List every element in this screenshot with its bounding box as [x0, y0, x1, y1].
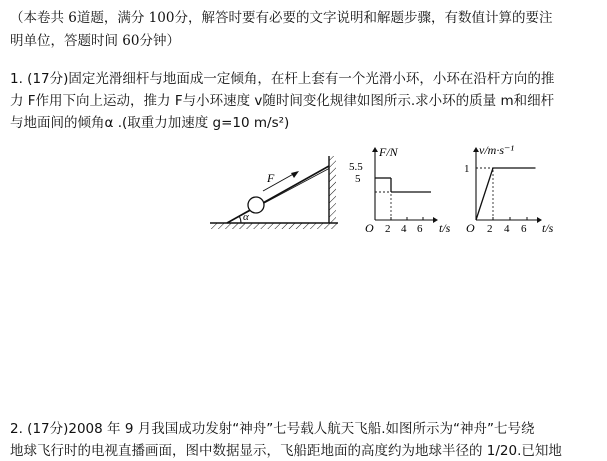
v-plot-area [473, 147, 542, 223]
ring [248, 197, 264, 213]
v-x-tick-2: 2 [487, 223, 493, 235]
f-x-tick-6: 6 [417, 223, 423, 235]
fchart-x-arrow [433, 217, 438, 223]
f-x-tick-2: 2 [385, 223, 391, 235]
angle-label: α [243, 211, 249, 223]
f-tick-label-5: 5 [355, 173, 361, 185]
v-x-axis-label: t/s [542, 221, 554, 235]
f-origin-label: O [365, 221, 374, 235]
f-tick-label-55: 5.5 [349, 161, 363, 173]
ground-hatch [210, 223, 338, 229]
angle-arc [239, 216, 241, 223]
incline-figure [205, 150, 340, 230]
v-x-tick-6: 6 [521, 223, 527, 235]
vchart-series-segment-0 [476, 168, 493, 220]
velocity-time-chart [462, 140, 602, 240]
f-axis-label: F/N [379, 145, 398, 159]
f-x-axis-label: t/s [439, 221, 451, 235]
v-origin-label: O [466, 221, 475, 235]
problem-1-line-2: 力 F作用下向上运动，推力 F与小环速度 v随时间变化规律如图所示.求小环的质量 m和细杆 [10, 93, 555, 109]
force-time-chart [345, 140, 465, 240]
intro-line-2: 明单位，答题时间 60分钟） [10, 33, 180, 49]
v-axis-label: v/m·s⁻¹ [479, 143, 514, 157]
wall-hatch [329, 156, 336, 223]
problem-2-line-2: 地球飞行时的电视直播画面，图中数据显示，飞船距地面的高度约为地球半径的 1/20.已知地 [10, 443, 562, 459]
problem-2-line-1: 2. (17分)2008 年 9 月我国成功发射“神舟”七号载人航天飞船.如图所示为“神舟”七号绕 [10, 421, 535, 437]
force-label: F [267, 171, 275, 185]
problem-1-line-3: 与地面间的倾角α .(取重力加速度 g=10 m/s²) [10, 115, 290, 131]
problem-1-line-1: 1. (17分)固定光滑细杆与地面成一定倾角，在杆上套有一个光滑小环，小环在沿杆方向的推 [10, 71, 555, 87]
v-x-tick-4: 4 [504, 223, 510, 235]
v-tick-label-1: 1 [464, 163, 470, 175]
f-x-tick-4: 4 [401, 223, 407, 235]
intro-line-1: （本卷共 6道题，满分 100分，解答时要有必要的文字说明和解题步骤，有数值计算的要注 [10, 10, 553, 26]
fchart-y-arrow [372, 147, 378, 152]
